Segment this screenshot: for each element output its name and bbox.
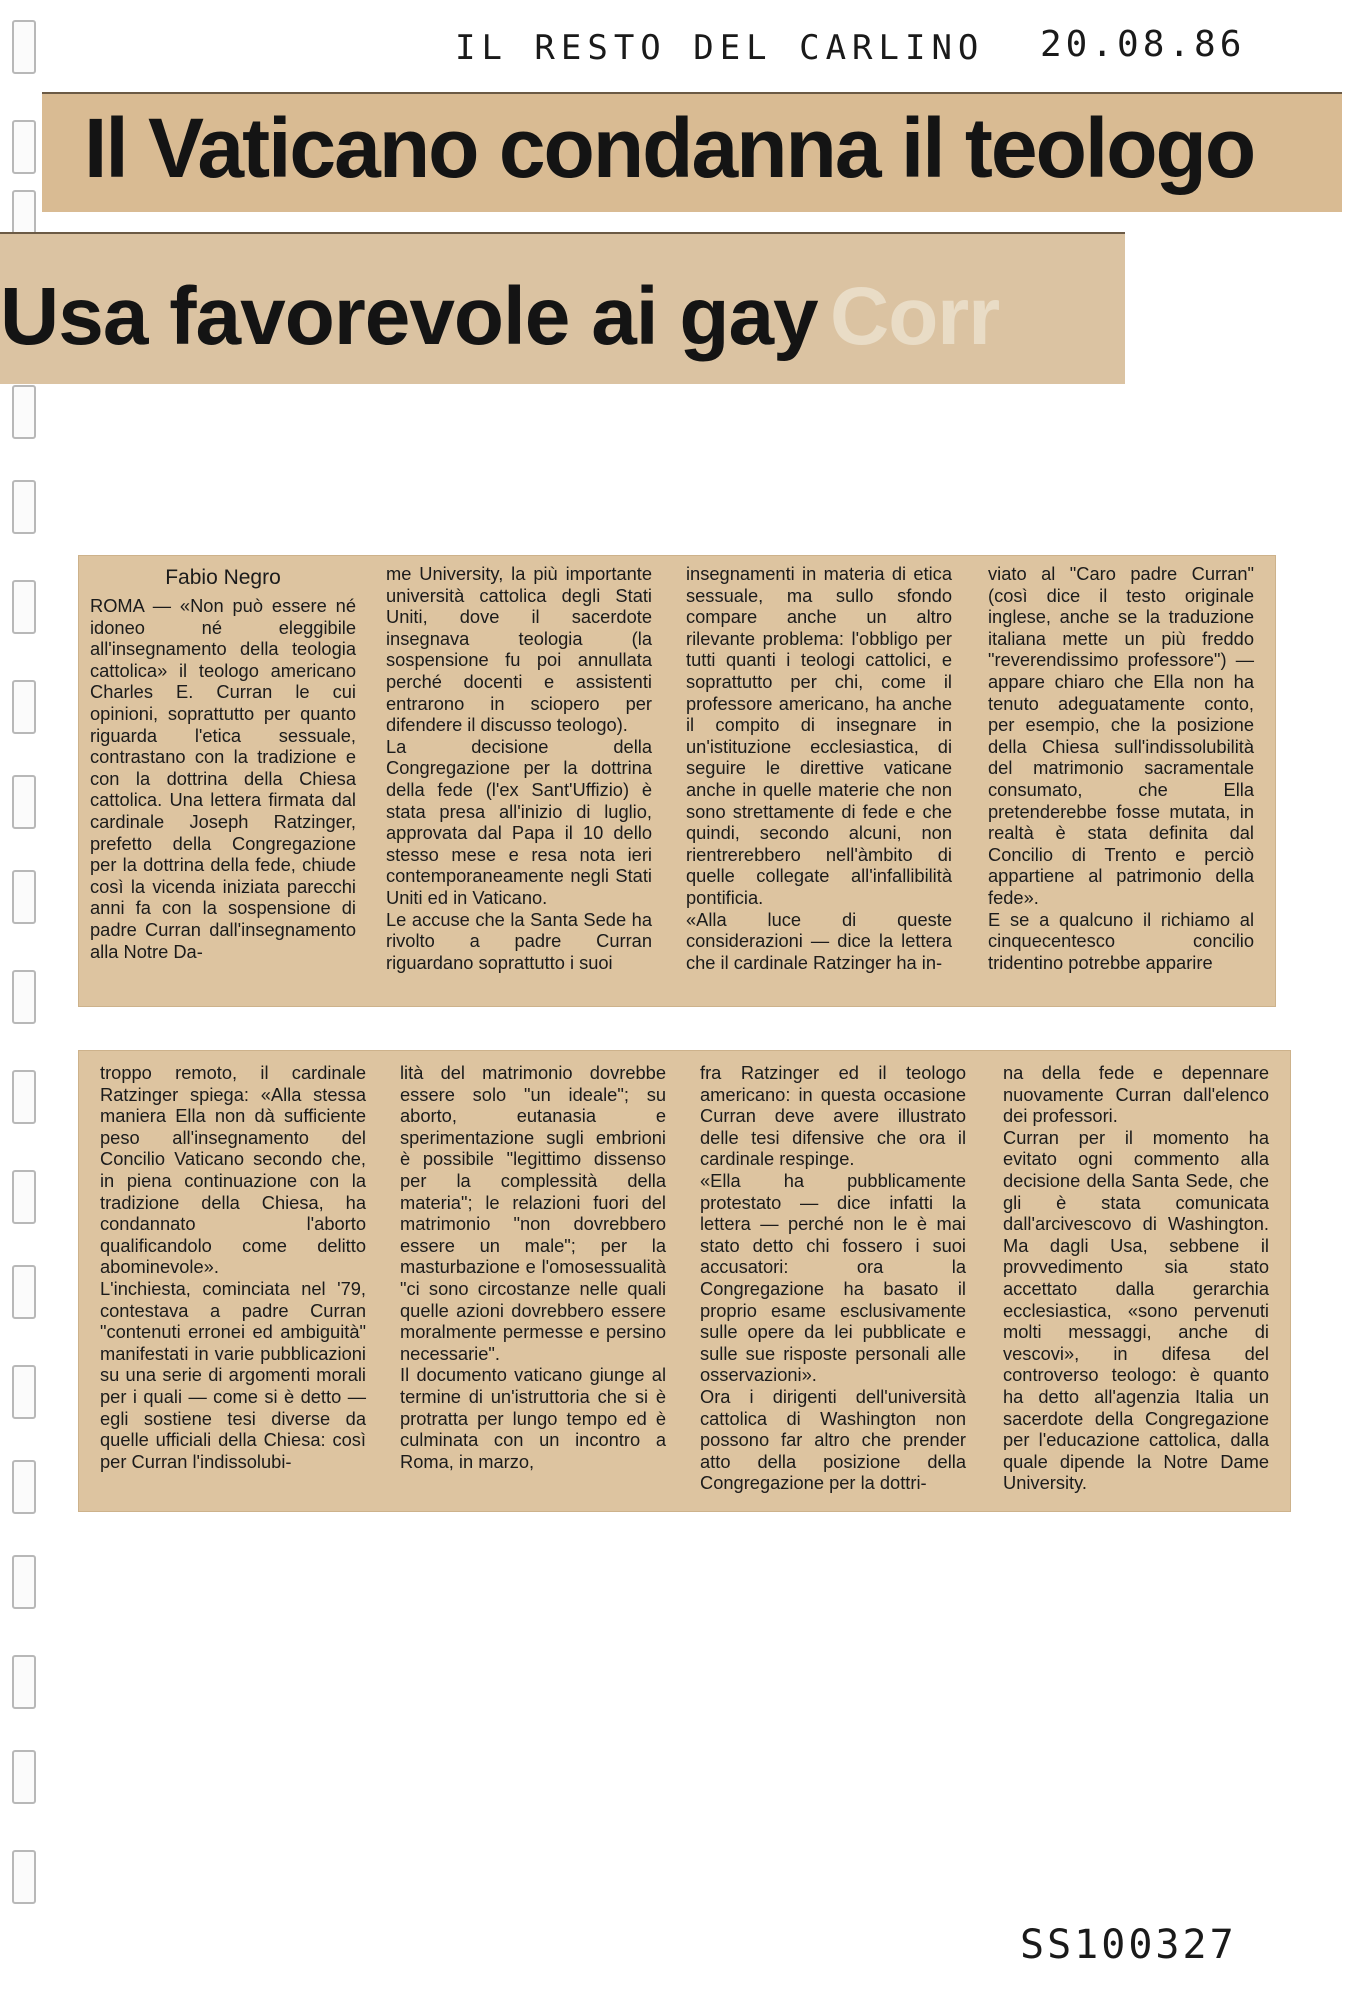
punch-hole xyxy=(12,1365,36,1419)
punch-hole xyxy=(12,1460,36,1514)
headline-clipping-1 xyxy=(42,92,1342,212)
punch-hole xyxy=(12,1070,36,1124)
headline-line-2: Usa favorevole ai gay xyxy=(0,271,818,362)
article-column-6 xyxy=(400,1062,666,1472)
article-column-3 xyxy=(686,563,952,973)
column-text: insegnamenti in materia di etica sessuale, ma sullo sfondo compare anche un altro rilevante problema: l'obbligo per tutti quanti i teologi cattolici, e soprattutto per chi, come il professore americano, ha anche il compito di insegnare in un'istituzione ecclesiastica, di seguire le direttive vaticane anche in quelle materie che non sono strettamente di fede e che quindi, secondo alcuni, non rientrerebbero nell'àmbito di quelle collegate all'infallibilità pontificia. «Alla luce di queste considerazioni — dice la lettera che il cardinale Ratzinger ha in- xyxy=(686,563,952,973)
punch-hole xyxy=(12,680,36,734)
column-text: viato al "Caro padre Curran" (così dice il testo originale inglese, anche se la traduzione italiana mette un più freddo "reverendissimo professore") — appare chiaro che Ella non ha tenuto adeguatamente conto, per esempio, che la posizione della Chiesa sull'indissolubilità del matrimonio sacramentale consumato, che Ella pretenderebbe fosse mutata, in realtà è stata definita dal Concilio di Trento e perciò appartiene al patrimonio della fede». E se a qualcuno il richiamo al cinquecentesco concilio tridentino potrebbe apparire xyxy=(988,563,1254,973)
handwritten-date: 20.08.86 xyxy=(1040,24,1246,65)
punch-hole xyxy=(12,20,36,74)
punch-hole xyxy=(12,120,36,174)
article-column-8 xyxy=(1003,1062,1269,1494)
punch-hole xyxy=(12,970,36,1024)
column-text: lità del matrimonio dovrebbe essere solo "un ideale"; su aborto, eutanasia e sperimentazione sugli embrioni è possibile "legittimo dissenso per la complessità della materia"; le relazioni fuori del matrimonio "non dovrebbero essere un male"; per la masturbazione e l'omosessualità "ci sono circostanze nelle quali quelle azioni dovrebbero essere moralmente permesse e persino necessarie". Il documento vaticano giunge al termine di un'istruttoria che si è protratta per lungo tempo ed è culminata con un incontro a Roma, in marzo, xyxy=(400,1062,666,1472)
article-column-1 xyxy=(90,563,356,962)
punch-hole xyxy=(12,1555,36,1609)
punch-hole xyxy=(12,580,36,634)
article-clipping-2 xyxy=(78,1050,1291,1512)
article-column-5 xyxy=(100,1062,366,1472)
column-text: troppo remoto, il cardinale Ratzinger spiega: «Alla stessa maniera Ella non dà sufficiente peso all'insegnamento del Concilio Vaticano secondo che, in piena continuazione con la tradizione della Chiesa, ha condannato l'aborto qualificandolo come delitto abominevole». L'inchiesta, cominciata nel '79, contestava a padre Curran "contenuti erronei ed ambiguità" manifestati in varie pubblicazioni su una serie di argomenti morali per i quali — come si è detto — egli sostiene tesi diverse da quelle ufficiali della Chiesa: così per Curran l'indissolubi- xyxy=(100,1062,366,1472)
article-clipping-1 xyxy=(78,555,1276,1007)
handwritten-newspaper-name: IL RESTO DEL CARLINO xyxy=(455,28,985,68)
column-text: me University, la più importante università cattolica degli Stati Uniti, dove il sacerdote insegnava teologia (la sospensione fu poi annullata perché docenti e assistenti entrarono in sciopero per difendere il discusso teologo). La decisione della Congregazione per la dottrina della fede (l'ex Sant'Uffizio) è stata presa all'inizio di luglio, approvata dal Papa il 10 dello stesso mese e resa nota ieri contemporaneamente negli Stati Uniti ed in Vaticano. Le accuse che la Santa Sede ha rivolto a padre Curran riguardano soprattutto i suoi xyxy=(386,563,652,973)
article-column-2 xyxy=(386,563,652,973)
byline: Fabio Negro xyxy=(165,566,281,589)
bleed-through-text: Corr xyxy=(830,271,1000,362)
headline-clipping-2 xyxy=(0,232,1125,384)
column-text: fra Ratzinger ed il teologo americano: in questa occasione Curran deve avere illustrato delle tesi difensive che ora il cardinale respinge. «Ella ha pubblicamente protestato — dice infatti la lettera — perché non le è mai stato detto chi fossero i suoi accusatori: ora la Congregazione ha basato il proprio esame esclusivamente sulle opere da lei pubblicate e sulle sue risposte personali alle osservazioni». Ora i dirigenti dell'università cattolica di Washington non possono far altro che prender atto della posizione della Congregazione per la dottri- xyxy=(700,1062,966,1494)
article-column-4 xyxy=(988,563,1254,973)
punch-hole xyxy=(12,1750,36,1804)
punch-hole xyxy=(12,775,36,829)
punch-hole xyxy=(12,1655,36,1709)
column-text: ROMA — «Non può essere né idoneo né eleggibile all'insegnamento della teologia cattolica» il teologo americano Charles E. Curran le cui opinioni, soprattutto per quanto riguarda l'etica sessuale, contrastano con la tradizione e con la dottrina della Chiesa cattolica. Una lettera firmata dal cardinale Joseph Ratzinger, prefetto della Congregazione per la dottrina della fede, chiude così la vicenda iniziata parecchi anni fa con la sospensione di padre Curran dall'insegnamento alla Notre Da- xyxy=(90,595,356,962)
punch-hole xyxy=(12,385,36,439)
punch-hole xyxy=(12,870,36,924)
headline-line-1: Il Vaticano condanna il teologo xyxy=(84,101,1255,195)
punch-hole xyxy=(12,480,36,534)
column-text: na della fede e depennare nuovamente Curran dall'elenco dei professori. Curran per il momento ha evitato ogni commento alla decisione della Santa Sede, che gli è stata comunicata dall'arcivescovo di Washington. Ma dagli Usa, sebbene il provvedimento sia stato accettato dalla gerarchia ecclesiastica, «sono pervenuti molti messaggi, anche di vescovi», in difesa del controverso teologo: è quanto ha detto all'agenzia Italia un sacerdote della Congregazione per l'educazione cattolica, dalla quale dipende la Notre Dame University. xyxy=(1003,1062,1269,1494)
punch-hole xyxy=(12,1850,36,1904)
article-column-7 xyxy=(700,1062,966,1494)
handwritten-archive-code: SS100327 xyxy=(1020,1922,1237,1968)
punch-hole xyxy=(12,1170,36,1224)
punch-hole xyxy=(12,1265,36,1319)
